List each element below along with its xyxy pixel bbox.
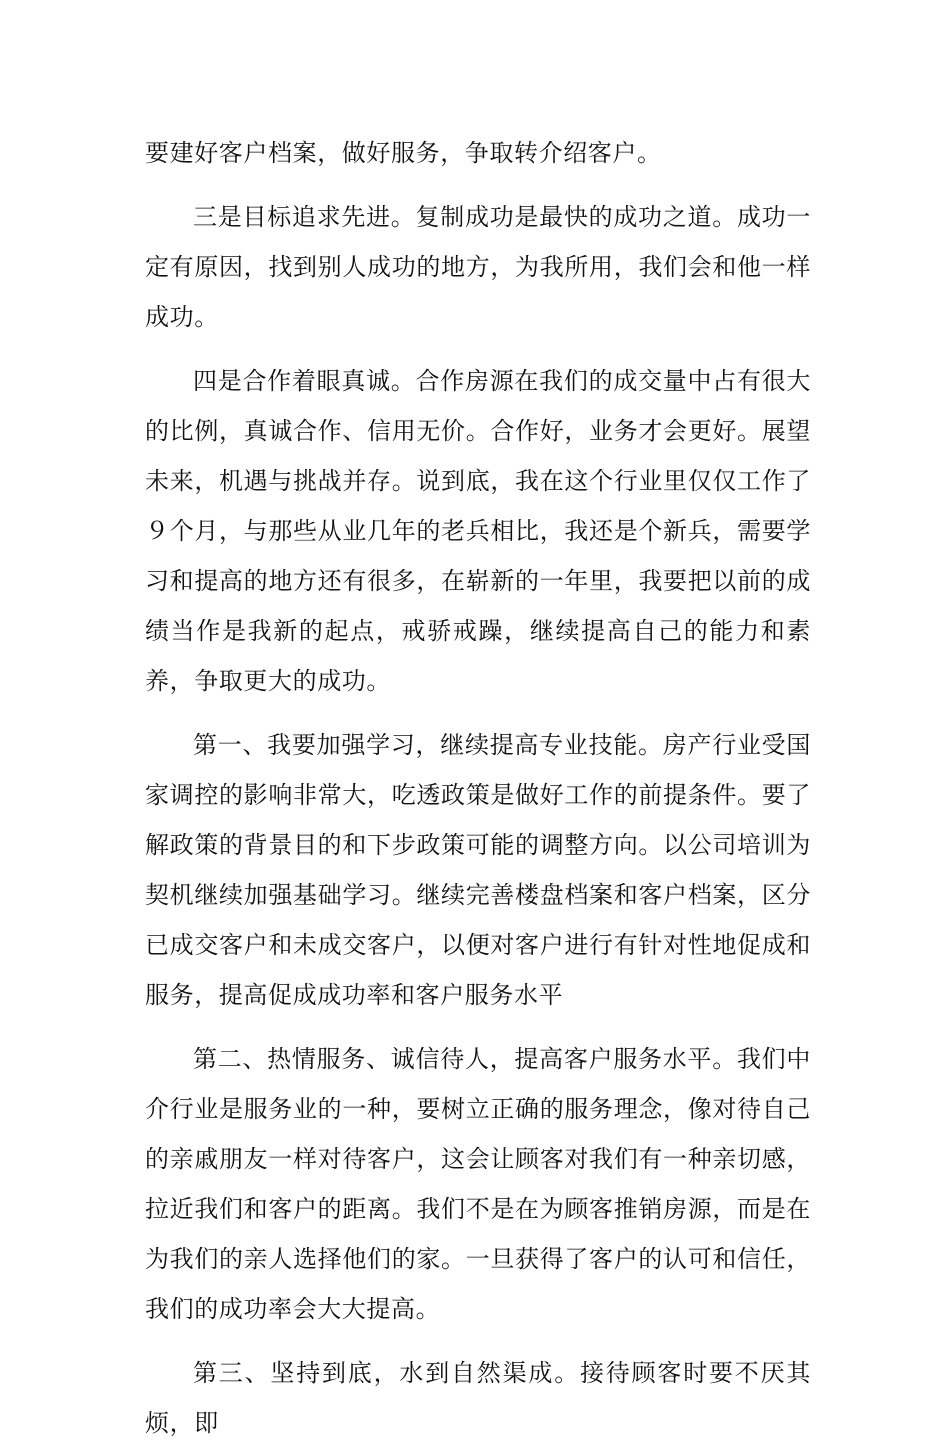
paragraph-2: 三是目标追求先进。复制成功是最快的成功之道。成功一定有原因，找到别人成功的地方，为我所用，我们会和他一样成功。 bbox=[145, 203, 811, 331]
document-body bbox=[145, 128, 811, 1448]
paragraph-3: 四是合作着眼真诚。合作房源在我们的成交量中占有很大的比例，真诚合作、信用无价。合作好，业务才会更好。展望未来，机遇与挑战并存。说到底，我在这个行业里仅仅工作了９个月，与那些从业几年的老兵相比，我还是个新兵，需要学习和提高的地方还有很多，在崭新的一年里，我要把以前的成绩当作是我新的起点，戒骄戒躁，继续提高自己的能力和素养，争取更大的成功。 bbox=[145, 367, 811, 695]
paragraph-5: 第二、热情服务、诚信待人，提高客户服务水平。我们中介行业是服务业的一种，要树立正确的服务理念，像对待自己的亲戚朋友一样对待客户，这会让顾客对我们有一种亲切感，拉近我们和客户的距离。我们不是在为顾客推销房源，而是在为我们的亲人选择他们的家。一旦获得了客户的认可和信任，我们的成功率会大大提高。 bbox=[145, 1045, 811, 1323]
paragraph-1: 要建好客户档案，做好服务，争取转介绍客户。 bbox=[145, 139, 662, 167]
paragraph-4: 第一、我要加强学习，继续提高专业技能。房产行业受国家调控的影响非常大，吃透政策是做好工作的前提条件。要了解政策的背景目的和下步政策可能的调整方向。以公司培训为契机继续加强基础学习。继续完善楼盘档案和客户档案，区分已成交客户和未成交客户，以便对客户进行有针对性地促成和服务，提高促成成功率和客户服务水平 bbox=[145, 731, 811, 1009]
paragraph-6: 第三、坚持到底，水到自然渠成。接待顾客时要不厌其烦，即 bbox=[145, 1359, 811, 1437]
